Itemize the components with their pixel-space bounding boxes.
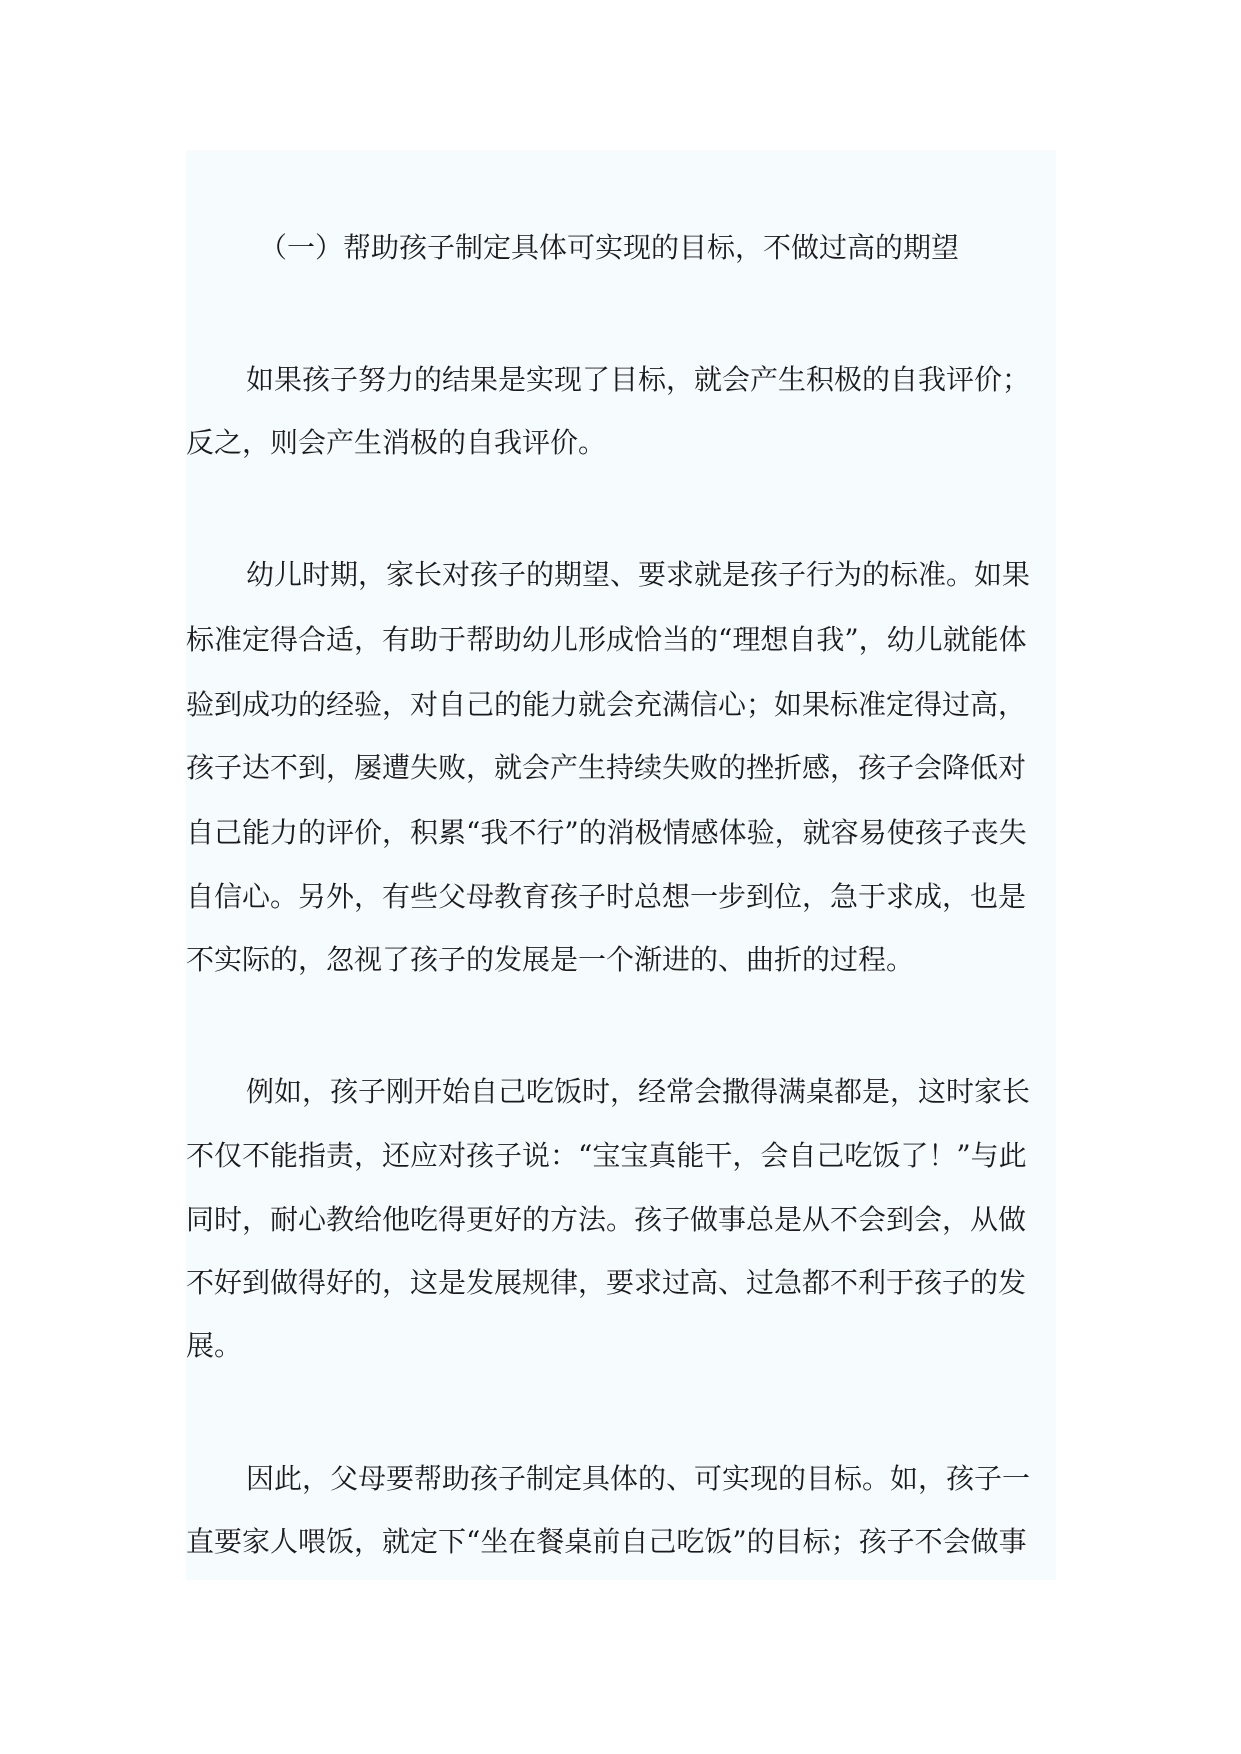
paragraph-4-line-2: 直要家人喂饭，就定下“坐在餐桌前自己吃饭”的目标；孩子不会做事	[186, 1525, 1027, 1558]
paragraph-2-line-2: 标准定得合适，有助于帮助幼儿形成恰当的“理想自我”，幼儿就能体	[186, 623, 1027, 656]
paragraph-1-line-1: 如果孩子努力的结果是实现了目标，就会产生积极的自我评价；	[246, 363, 1031, 396]
section-heading: （一）帮助孩子制定具体可实现的目标，不做过高的期望	[259, 231, 960, 264]
paragraph-4-line-1: 因此，父母要帮助孩子制定具体的、可实现的目标。如，孩子一	[246, 1462, 1031, 1495]
paragraph-2-line-5: 自己能力的评价，积累“我不行”的消极情感体验，就容易使孩子丧失	[186, 816, 1027, 849]
paragraph-2-line-3: 验到成功的经验，对自己的能力就会充满信心；如果标准定得过高，	[186, 688, 1027, 721]
paragraph-2-line-7: 不实际的，忽视了孩子的发展是一个渐进的、曲折的过程。	[186, 943, 915, 976]
document-text-block	[186, 150, 1056, 1580]
paragraph-3-line-5: 展。	[186, 1329, 243, 1362]
paragraph-2-line-4: 孩子达不到，屡遭失败，就会产生持续失败的挫折感，孩子会降低对	[186, 751, 1027, 784]
paragraph-3-line-3: 同时，耐心教给他吃得更好的方法。孩子做事总是从不会到会，从做	[186, 1203, 1027, 1236]
paragraph-3-line-2: 不仅不能指责，还应对孩子说：“宝宝真能干，会自己吃饭了！”与此	[186, 1139, 1027, 1172]
paragraph-2-line-6: 自信心。另外，有些父母教育孩子时总想一步到位，急于求成，也是	[186, 880, 1027, 913]
paragraph-3-line-1: 例如，孩子刚开始自己吃饭时，经常会撒得满桌都是，这时家长	[246, 1075, 1031, 1108]
paragraph-3-line-4: 不好到做得好的，这是发展规律，要求过高、过急都不利于孩子的发	[186, 1266, 1027, 1299]
paragraph-2-line-1: 幼儿时期，家长对孩子的期望、要求就是孩子行为的标准。如果	[246, 558, 1031, 591]
paragraph-1-line-2: 反之，则会产生消极的自我评价。	[186, 426, 607, 459]
